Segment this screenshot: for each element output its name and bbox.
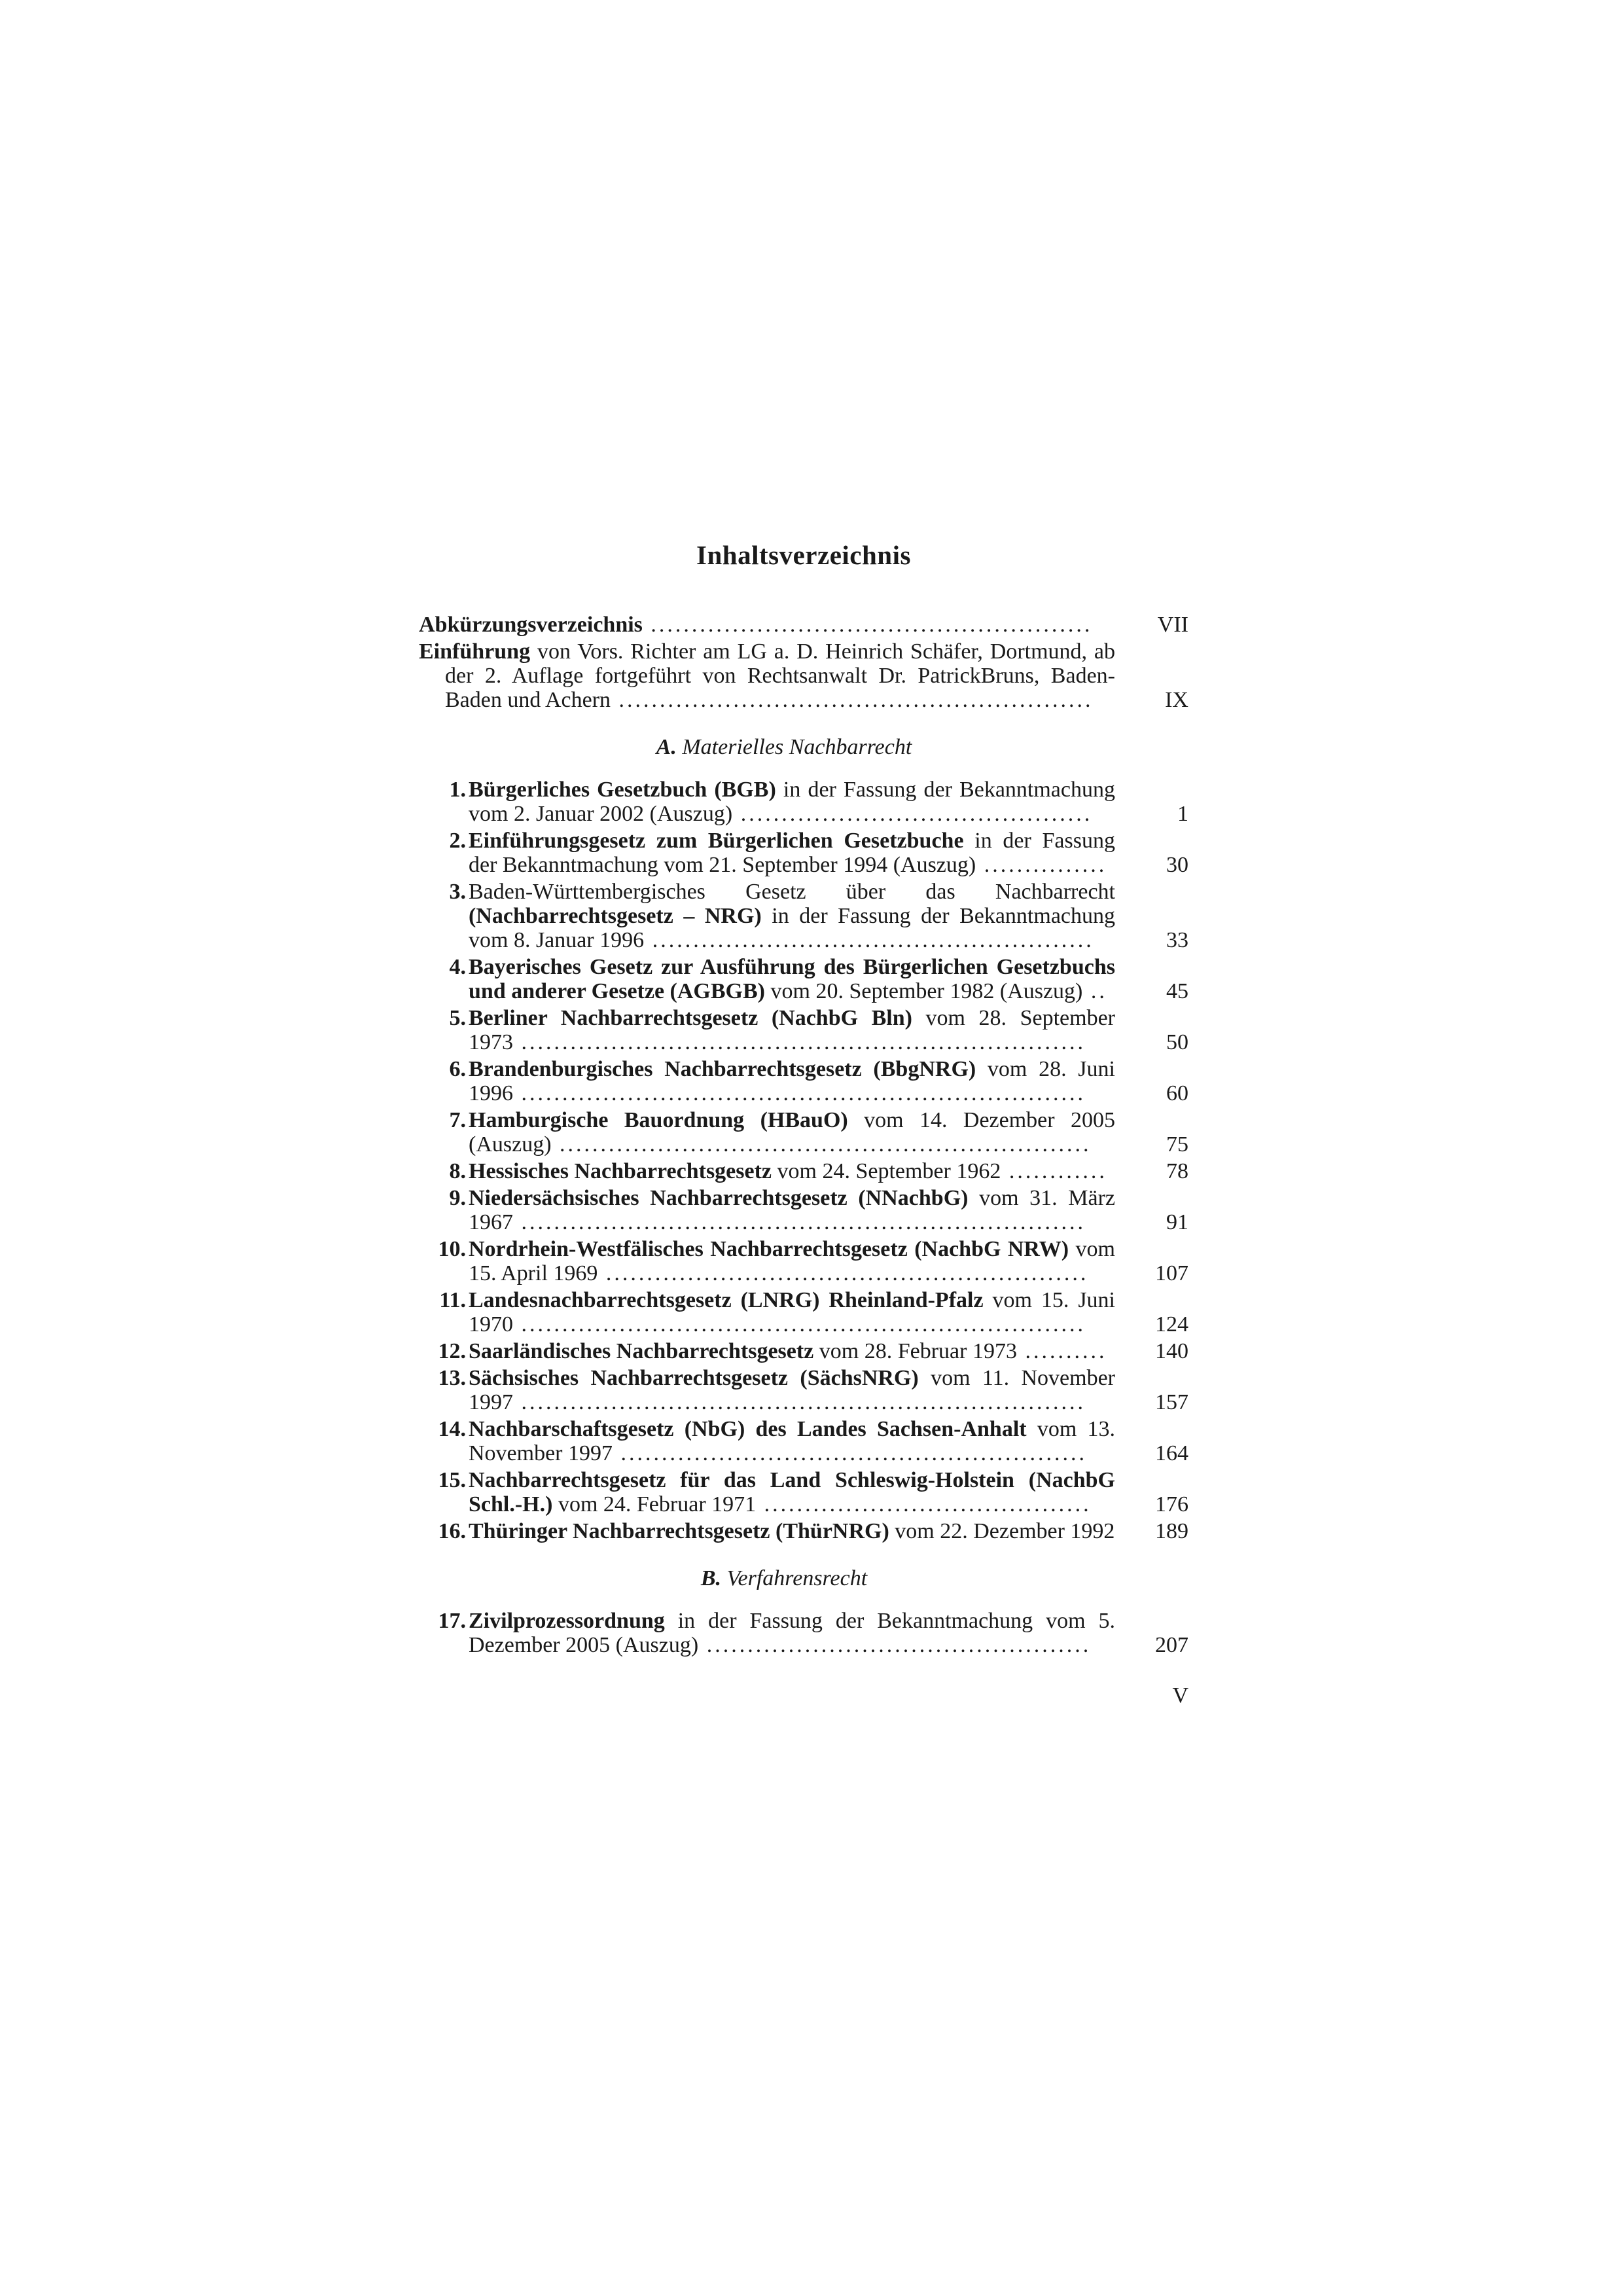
entry-page-number: 33 xyxy=(1166,928,1188,952)
front-matter-list xyxy=(419,613,1188,712)
entry-text xyxy=(469,880,1115,952)
entry-number: 12. xyxy=(438,1339,466,1363)
entry-title-bold: (Nachbarrechtsgesetz – NRG) xyxy=(469,904,762,928)
toc-entry[interactable] xyxy=(419,829,1188,877)
toc-page xyxy=(419,537,1188,1708)
entry-text xyxy=(469,1159,1115,1183)
entry-text xyxy=(469,1006,1115,1054)
entry-text xyxy=(469,1609,1115,1657)
entry-page-number: 176 xyxy=(1155,1492,1188,1516)
entry-number: 4. xyxy=(449,955,466,979)
entry-number: 16. xyxy=(438,1519,466,1543)
entry-text xyxy=(469,1366,1115,1414)
toc-entry[interactable] xyxy=(419,955,1188,1003)
entry-text xyxy=(419,613,1115,637)
entry-number: 3. xyxy=(449,880,466,904)
toc-list-a xyxy=(419,778,1188,1543)
entry-text xyxy=(469,955,1115,1003)
entry-title-bold: Nordrhein-Westfälisches Nachbarrechtsgesetz (NachbG NRW) xyxy=(469,1237,1069,1261)
entry-number: 10. xyxy=(438,1237,466,1261)
dot-leader: ...................................................... xyxy=(642,613,1093,637)
entry-page-number: 75 xyxy=(1166,1132,1188,1157)
entry-number: 6. xyxy=(449,1057,466,1081)
entry-title-bold: Landesnachbarrechtsgesetz (LNRG) Rheinland-Pfalz xyxy=(469,1288,984,1312)
toc-list-b xyxy=(419,1609,1188,1657)
entry-page-number: 107 xyxy=(1155,1261,1188,1285)
entry-text xyxy=(419,639,1115,712)
entry-page-number: 78 xyxy=(1166,1159,1188,1183)
dot-leader: ............... xyxy=(976,853,1107,877)
dot-leader: ......................................................... xyxy=(613,1441,1088,1465)
entry-title-bold: Einführungsgesetz zum Bürgerlichen Gesetzbuche xyxy=(469,829,964,853)
entry-page-number: IX xyxy=(1165,688,1188,712)
section-heading-b xyxy=(419,1566,1188,1592)
dot-leader: ..................................................................... xyxy=(513,1210,1086,1234)
entry-title-bold: Brandenburgisches Nachbarrechtsgesetz (BbgNRG) xyxy=(469,1057,976,1081)
entry-title-text: vom 28. September 1973 xyxy=(469,1006,1115,1054)
entry-number: 2. xyxy=(449,829,466,853)
entry-page-number: VII xyxy=(1157,613,1188,637)
entry-number: 8. xyxy=(449,1159,466,1183)
entry-title-text: vom 20. September 1982 (Auszug) xyxy=(765,979,1083,1003)
toc-entry[interactable] xyxy=(419,1519,1188,1543)
entry-title-bold: Thüringer Nachbarrechtsgesetz (ThürNRG) xyxy=(469,1519,889,1543)
entry-page-number: 189 xyxy=(1155,1519,1188,1543)
entry-title xyxy=(469,1519,1115,1543)
entry-text xyxy=(469,1237,1115,1285)
entry-title-bold: Einführung xyxy=(419,639,531,664)
toc-entry[interactable] xyxy=(419,1237,1188,1285)
dot-leader: ................................................................. xyxy=(551,1132,1092,1157)
entry-title-text: vom 11. November 1997 xyxy=(469,1366,1115,1414)
entry-text xyxy=(469,1417,1115,1465)
entry-page-number: 207 xyxy=(1155,1633,1188,1657)
entry-text xyxy=(469,1339,1115,1363)
entry-title-bold: Sächsisches Nachbarrechtsgesetz (SächsNRG) xyxy=(469,1366,919,1390)
toc-entry[interactable] xyxy=(419,1609,1188,1657)
toc-entry[interactable] xyxy=(419,1417,1188,1465)
entry-title-text: von Vors. Richter am LG a. D. Heinrich Schäfer, Dortmund, ab der 2. Auflage fortgeführt von Rechtsanwalt Dr. Patrick xyxy=(445,639,1115,688)
entry-page-number: 91 xyxy=(1166,1210,1188,1234)
entry-title-text: vom 15. April 1969 xyxy=(469,1237,1116,1285)
entry-text xyxy=(469,1057,1115,1105)
entry-number: 13. xyxy=(438,1366,466,1390)
entry-title-bold: Niedersächsisches Nachbarrechtsgesetz (NNachbG) xyxy=(469,1186,969,1210)
entry-title-bold: Berliner Nachbarrechtsgesetz (NachbG Bln) xyxy=(469,1006,912,1030)
section-heading-a xyxy=(419,734,1188,761)
entry-page-number: 1 xyxy=(1177,802,1188,826)
entry-title-text: vom 24. September 1962 xyxy=(772,1159,1001,1183)
entry-title-bold: Hessisches Nachbarrechtsgesetz xyxy=(469,1159,772,1183)
dot-leader: ........................................... xyxy=(732,802,1093,826)
entry-page-number: 60 xyxy=(1166,1081,1188,1105)
entry-title-text: vom 22. Dezember 1992 xyxy=(889,1519,1115,1543)
dot-leader: ..................................................................... xyxy=(513,1081,1086,1105)
toc-entry[interactable] xyxy=(419,1159,1188,1183)
entry-title-text: in der Fassung der Bekanntmachung vom 21. September 1994 (Auszug) xyxy=(469,829,1115,877)
entry-title-text: vom 31. März 1967 xyxy=(469,1186,1115,1234)
section-title: Materielles Nachbarrecht xyxy=(682,735,912,759)
entry-title-text: vom 14. Dezember 2005 (Auszug) xyxy=(469,1108,1115,1157)
entry-title-text: Bruns, Baden-Baden und Achern xyxy=(445,664,1115,712)
toc-entry[interactable] xyxy=(419,613,1188,637)
dot-leader: ............................................... xyxy=(698,1633,1092,1657)
toc-entry[interactable] xyxy=(419,1057,1188,1105)
toc-entry[interactable] xyxy=(419,778,1188,826)
entry-page-number: 50 xyxy=(1166,1030,1188,1054)
entry-title-text: vom 24. Februar 1971 xyxy=(552,1492,757,1516)
entry-title-bold: Bayerisches Gesetz zur Ausführung des Bürgerlichen Gesetzbuchs und anderer Gesetze (AGBGB) xyxy=(469,955,1115,1003)
entry-page-number: 30 xyxy=(1166,853,1188,877)
entry-text xyxy=(469,778,1115,826)
toc-entry[interactable] xyxy=(419,1006,1188,1054)
dot-leader: ........................................................... xyxy=(597,1261,1089,1285)
dot-leader: .......................................................... xyxy=(611,688,1094,712)
dot-leader: ........................................ xyxy=(756,1492,1092,1516)
entry-page-number: 140 xyxy=(1155,1339,1188,1363)
dot-leader: ..................................................................... xyxy=(513,1390,1086,1414)
toc-entry[interactable] xyxy=(419,1288,1188,1336)
section-letter: A. xyxy=(656,735,677,759)
dot-leader: ..................................................................... xyxy=(513,1030,1086,1054)
entry-number: 17. xyxy=(438,1609,466,1633)
section-letter: B. xyxy=(700,1566,721,1590)
entry-title-text: vom 13. November 1997 xyxy=(469,1417,1115,1465)
entry-title-text: Baden-Württembergisches Gesetz über das Nachbarrecht xyxy=(469,880,1115,904)
entry-title-bold: Abkürzungsverzeichnis xyxy=(419,613,643,637)
entry-title xyxy=(469,1159,1001,1183)
toc-entry[interactable] xyxy=(419,880,1188,952)
entry-title-text: vom 15. Juni 1970 xyxy=(469,1288,1115,1336)
toc-entry[interactable] xyxy=(419,1468,1188,1516)
entry-number: 14. xyxy=(438,1417,466,1441)
toc-entry[interactable] xyxy=(419,1108,1188,1157)
entry-number: 5. xyxy=(449,1006,466,1030)
entry-number: 15. xyxy=(438,1468,466,1492)
entry-title-text: in der Fassung der Bekanntmachung vom 5. Dezember 2005 (Auszug) xyxy=(469,1609,1115,1657)
entry-title-text: in der Fassung der Bekanntmachung vom 8. Januar 1996 xyxy=(469,904,1116,952)
entry-title-bold: Bürgerliches Gesetzbuch (BGB) xyxy=(469,778,776,802)
entry-title xyxy=(469,955,1115,1003)
entry-text xyxy=(469,1108,1115,1157)
entry-title-bold: Hamburgische Bauordnung (HBauO) xyxy=(469,1108,848,1132)
entry-number: 7. xyxy=(449,1108,466,1132)
entry-title-text: in der Fassung der Bekanntmachung vom 2. Januar 2002 (Auszug) xyxy=(469,778,1115,826)
entry-title-bold: Nachbarrechtsgesetz für das Land Schleswig-Holstein (NachbG Schl.-H.) xyxy=(469,1468,1115,1516)
entry-title-bold: Nachbarschaftsgesetz (NbG) des Landes Sachsen-Anhalt xyxy=(469,1417,1027,1441)
entry-number: 1. xyxy=(449,778,466,802)
entry-text xyxy=(469,1186,1115,1234)
entry-page-number: 45 xyxy=(1166,979,1188,1003)
page-folio: V xyxy=(1172,1683,1188,1708)
dot-leader: ..................................................................... xyxy=(513,1312,1086,1336)
entry-text xyxy=(469,1519,1115,1543)
entry-title-text: vom 28. Juni 1996 xyxy=(469,1057,1115,1105)
dot-leader: .......... xyxy=(1016,1339,1107,1363)
entry-title xyxy=(419,613,643,637)
entry-page-number: 164 xyxy=(1155,1441,1188,1465)
toc-entry[interactable] xyxy=(419,639,1188,712)
entry-text xyxy=(469,829,1115,877)
entry-title-bold: Saarländisches Nachbarrechtsgesetz xyxy=(469,1339,814,1363)
entry-page-number: 157 xyxy=(1155,1390,1188,1414)
entry-text xyxy=(469,1288,1115,1336)
entry-page-number: 124 xyxy=(1155,1312,1188,1336)
toc-entry[interactable] xyxy=(419,1186,1188,1234)
page-title: Inhaltsverzeichnis xyxy=(696,540,911,570)
dot-leader: ............ xyxy=(1001,1159,1107,1183)
entry-number: 9. xyxy=(449,1186,466,1210)
entry-title xyxy=(469,1339,1017,1363)
entry-text xyxy=(469,1468,1115,1516)
toc-entry[interactable] xyxy=(419,1339,1188,1363)
toc-entry[interactable] xyxy=(419,1366,1188,1414)
section-title: Verfahrensrecht xyxy=(726,1566,868,1590)
dot-leader: .. xyxy=(1082,979,1107,1003)
entry-number: 11. xyxy=(439,1288,466,1312)
entry-title-bold: Zivilprozessordnung xyxy=(469,1609,665,1633)
dot-leader: ...................................................... xyxy=(644,928,1094,952)
entry-title-text: vom 28. Februar 1973 xyxy=(813,1339,1017,1363)
